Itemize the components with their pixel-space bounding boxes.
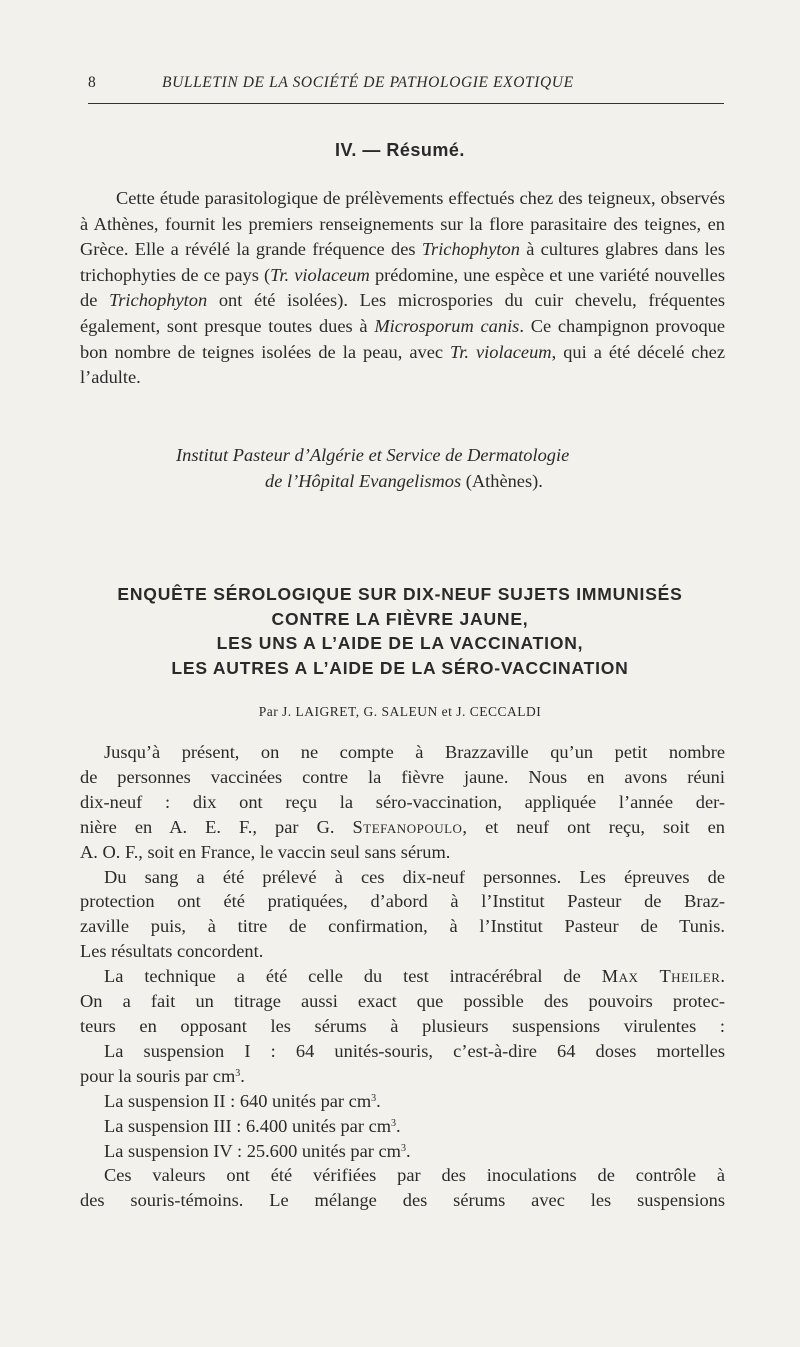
- institution-line-1: Institut Pasteur d’Algérie et Service de Dermatologie: [176, 445, 570, 465]
- taxon-name: Microsporum canis: [374, 315, 520, 336]
- body-line: teurs en opposant les sérums à plusieurs suspensions virulentes :: [80, 1015, 725, 1036]
- body-text: .: [720, 966, 725, 987]
- hospital-name: de l’Hôpital Evangelismos: [265, 470, 462, 491]
- body-line: La suspension I : 64 unités-souris, c’est-à-dire 64 doses mortelles: [104, 1040, 725, 1061]
- body-text: pour la souris par cm: [80, 1065, 236, 1086]
- resume-paragraph: [80, 186, 725, 391]
- page-number: 8: [88, 74, 97, 91]
- institution-affiliation: [80, 443, 725, 494]
- journal-title: BULLETIN DE LA SOCIÉTÉ DE PATHOLOGIE EXOTIQUE: [162, 74, 574, 91]
- body-text: La technique a été celle du test intracérébral de: [104, 966, 602, 987]
- unit-exponent: 3: [371, 1092, 377, 1104]
- body-text: .: [396, 1115, 401, 1136]
- body-line: Ces valeurs ont été vérifiées par des inoculations de contrôle à: [104, 1165, 725, 1186]
- body-text: , et neuf ont reçu, soit en: [462, 816, 725, 837]
- body-text: .: [240, 1065, 245, 1086]
- body-line: [80, 815, 725, 840]
- body-line: Du sang a été prélevé à ces dix-neuf personnes. Les épreuves de: [104, 866, 725, 887]
- resume-text: prédomine, une espèce et une variété nouvelles de: [80, 264, 725, 311]
- body-line: [80, 1064, 725, 1089]
- resume-text: ont été isolées). Les microspories du cuir chevelu, fréquentes également, sont presque toutes dues à: [80, 290, 725, 336]
- body-line: [80, 1089, 725, 1114]
- taxon-name: Trichophyton: [109, 290, 208, 311]
- body-text: La suspension III : 6.400 unités par cm: [104, 1115, 392, 1136]
- header-rule: [88, 103, 724, 104]
- section-title: IV. — Résumé.: [335, 140, 465, 160]
- article-title-line: CONTRE LA FIÈVRE JAUNE,: [271, 608, 529, 629]
- article-authors: Par J. LAIGRET, G. SALEUN et J. CECCALDI: [258, 704, 542, 719]
- body-line: Jusqu’à présent, on ne compte à Brazzaville qu’un petit nombre: [104, 742, 725, 762]
- article-title-line: LES AUTRES A L’AIDE DE LA SÉRO-VACCINATION: [171, 657, 629, 678]
- body-text: .: [405, 1140, 411, 1161]
- body-text: nière en A. E. F., par G.: [80, 816, 353, 837]
- resume-text: , qui a été décelé chez l’adulte.: [80, 341, 725, 388]
- article-title: [60, 582, 740, 680]
- body-line: des souris-témoins. Le mélange des sérums avec les suspensions: [80, 1190, 725, 1211]
- body-line: dix-neuf : dix ont reçu la séro-vaccination, appliquée l’année der-: [80, 791, 725, 812]
- article-title-line: ENQUÊTE SÉROLOGIQUE SUR DIX-NEUF SUJETS IMMUNISÉS: [117, 584, 683, 604]
- taxon-name: Trichophyton: [421, 239, 520, 260]
- body-text: La suspension II : 640 unités par cm: [104, 1090, 372, 1111]
- body-line: protection ont été pratiquées, d’abord à l’Institut Pasteur de Braz-: [80, 891, 725, 912]
- unit-exponent: 3: [391, 1117, 397, 1129]
- unit-exponent: 3: [235, 1067, 241, 1079]
- institution-line-2: [80, 469, 725, 495]
- taxon-name: Tr. violaceum: [270, 264, 370, 285]
- body-text: .: [376, 1090, 381, 1111]
- taxon-name: Tr. violaceum: [450, 341, 552, 362]
- body-line: A. O. F., soit en France, le vaccin seul sans sérum.: [80, 841, 451, 862]
- body-line: [80, 1139, 725, 1164]
- body-text: La suspension IV : 25.600 unités par cm: [104, 1140, 401, 1161]
- city-name: (Athènes).: [461, 470, 543, 491]
- article-title-line: LES UNS A L’AIDE DE LA VACCINATION,: [216, 633, 584, 653]
- body-line: [80, 1114, 725, 1139]
- body-line: Les résultats concordent.: [80, 941, 264, 962]
- resume-text: à cultures glabres dans les trichophyties de ce pays (: [80, 239, 725, 285]
- body-line: zaville puis, à titre de confirmation, à l’Institut Pasteur de Tunis.: [80, 916, 725, 937]
- body-line: On a fait un titrage aussi exact que possible des pouvoirs protec-: [80, 991, 725, 1012]
- unit-exponent: 3: [400, 1142, 406, 1154]
- author-name: Stefanopoulo: [352, 816, 463, 837]
- resume-text: Cette étude parasitologique de prélèvements effectués chez des teigneux, observés à Athènes, fournit les premiers renseignements sur la flore parasitaire des teignes, en Grèce. Elle a révélé la grande fréquence des: [80, 188, 725, 260]
- body-line: de personnes vaccinées contre la fièvre jaune. Nous en avons réuni: [80, 766, 725, 787]
- resume-text: . Ce champignon provoque bon nombre de teignes isolées de la peau, avec: [80, 315, 725, 362]
- article-body: [80, 740, 725, 1213]
- body-line: [80, 964, 725, 989]
- author-name: Max Theiler: [601, 966, 721, 987]
